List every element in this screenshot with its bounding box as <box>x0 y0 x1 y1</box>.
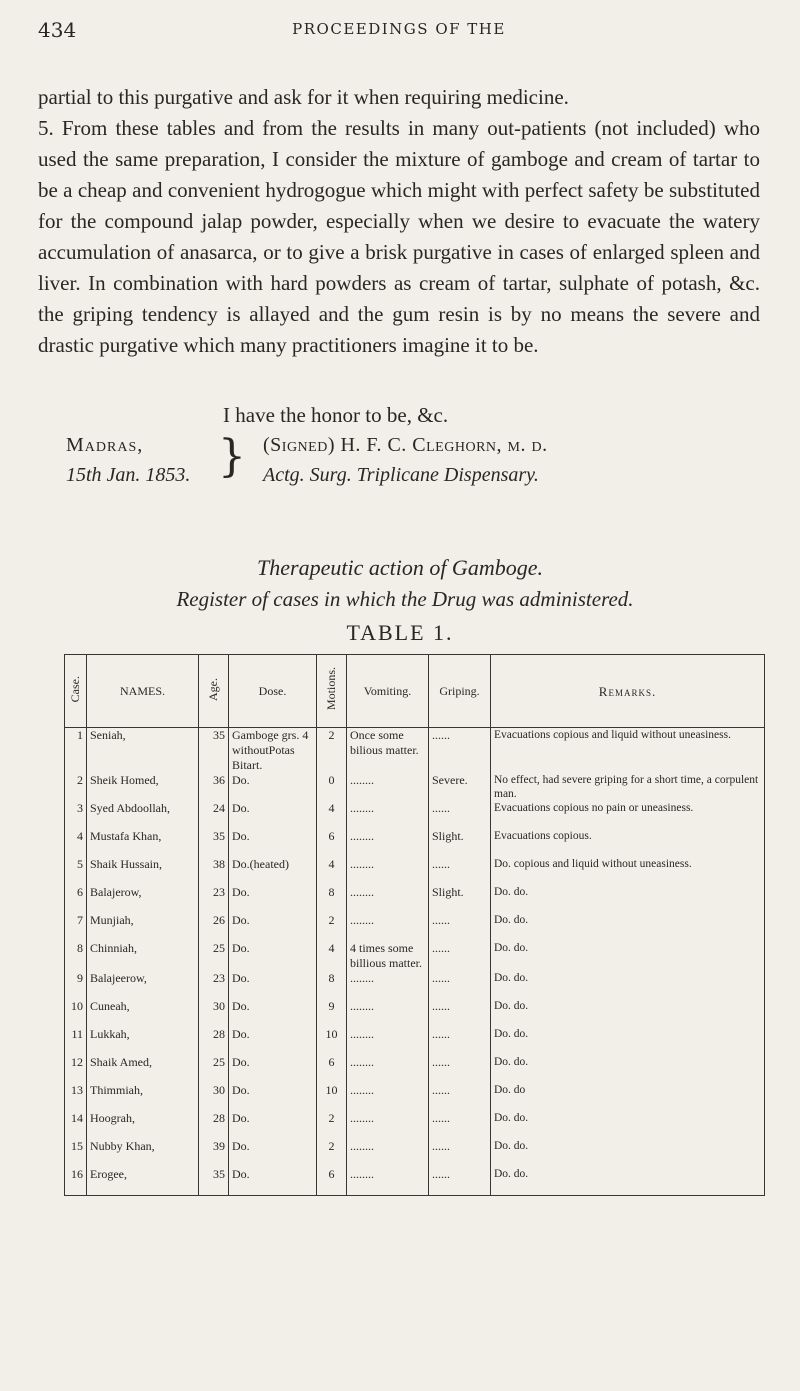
cell-name: Thimmiah, <box>87 1083 199 1111</box>
cell-vomiting: ........ <box>347 913 429 941</box>
register-table-wrapper <box>64 654 764 1181</box>
table-row <box>65 1167 765 1196</box>
table-row <box>65 857 765 885</box>
cell-vomiting: ........ <box>347 1139 429 1167</box>
cell-remarks: Do. copious and liquid without uneasiness. <box>491 857 765 885</box>
table-label: TABLE 1. <box>346 620 454 645</box>
cell-name: Chinniah, <box>87 941 199 971</box>
cell-remarks: Do. do. <box>491 1139 765 1167</box>
page-number: 434 <box>38 18 77 42</box>
cell-case: 16 <box>65 1167 87 1196</box>
table-row <box>65 1111 765 1139</box>
cell-age: 23 <box>199 885 229 913</box>
cell-motions: 4 <box>317 801 347 829</box>
table-row <box>65 913 765 941</box>
cell-dose: Do. <box>229 999 317 1027</box>
table-header-row <box>65 655 765 728</box>
col-header-case: Case. <box>65 655 87 728</box>
cell-remarks: Do. do. <box>491 1055 765 1083</box>
cell-griping: ...... <box>429 1139 491 1167</box>
cell-case: 8 <box>65 941 87 971</box>
cell-case: 3 <box>65 801 87 829</box>
col-header-vomiting: Vomiting. <box>347 655 429 728</box>
cell-dose: Do. <box>229 1167 317 1196</box>
cell-motions: 4 <box>317 857 347 885</box>
cell-name: Sheik Homed, <box>87 773 199 801</box>
cell-griping: ...... <box>429 971 491 999</box>
cell-age: 25 <box>199 941 229 971</box>
cell-dose: Do. <box>229 801 317 829</box>
cell-case: 5 <box>65 857 87 885</box>
cell-remarks: Evacuations copious no pain or uneasiness. <box>491 801 765 829</box>
cell-griping: ...... <box>429 913 491 941</box>
cell-motions: 2 <box>317 913 347 941</box>
cell-motions: 6 <box>317 1055 347 1083</box>
cell-griping: ...... <box>429 857 491 885</box>
cell-case: 2 <box>65 773 87 801</box>
cell-remarks: Do. do. <box>491 999 765 1027</box>
cell-vomiting: ........ <box>347 999 429 1027</box>
cell-dose: Do. <box>229 1055 317 1083</box>
cell-griping: Severe. <box>429 773 491 801</box>
table-row <box>65 1027 765 1055</box>
col-header-motions: Motions. <box>317 655 347 728</box>
cell-age: 30 <box>199 999 229 1027</box>
cell-age: 36 <box>199 773 229 801</box>
table-row <box>65 999 765 1027</box>
running-title: PROCEEDINGS OF THE <box>292 20 506 38</box>
cell-motions: 8 <box>317 885 347 913</box>
cell-motions: 6 <box>317 1167 347 1196</box>
table-row <box>65 941 765 971</box>
cell-age: 30 <box>199 1083 229 1111</box>
col-header-age: Age. <box>199 655 229 728</box>
cell-vomiting: ........ <box>347 801 429 829</box>
cell-griping: ...... <box>429 941 491 971</box>
cell-dose: Do. <box>229 941 317 971</box>
cell-dose: Do. <box>229 829 317 857</box>
table-row <box>65 1055 765 1083</box>
cell-remarks: Do. do. <box>491 1027 765 1055</box>
signature-block <box>38 430 760 494</box>
cell-age: 38 <box>199 857 229 885</box>
table-row <box>65 1083 765 1111</box>
cell-griping: ...... <box>429 801 491 829</box>
cell-remarks: Do. do <box>491 1083 765 1111</box>
cell-vomiting: ........ <box>347 1027 429 1055</box>
closing-block <box>38 400 760 494</box>
cell-vomiting: ........ <box>347 885 429 913</box>
cell-vomiting: ........ <box>347 773 429 801</box>
col-header-names: NAMES. <box>87 655 199 728</box>
cell-name: Seniah, <box>87 728 199 774</box>
cell-remarks: Do. do. <box>491 1111 765 1139</box>
table-row <box>65 773 765 801</box>
cell-dose: Do. <box>229 1111 317 1139</box>
section-subheading: Register of cases in which the Drug was administered. <box>176 587 634 611</box>
cell-age: 35 <box>199 1167 229 1196</box>
cell-name: Lukkah, <box>87 1027 199 1055</box>
cell-name: Shaik Amed, <box>87 1055 199 1083</box>
paragraph: 5. From these tables and from the results in many out-patients (not included) who used the same preparation, I consider the mixture of gamboge and cream of tartar to be a cheap and convenient hydrogogue which might with perfect safety be substituted for the compound jalap powder, especially when we desire to evacuate the watery accumulation of anasarca, or to give a brisk purgative in cases of enlarged spleen and liver. In combination with hard powders as cream of tartar, sulphate of potash, &c. the griping tendency is allayed and the gum resin is by no means the severe and drastic purgative which many practitioners imagine it to be. <box>38 116 760 357</box>
place-date <box>66 430 190 490</box>
cell-dose: Do. <box>229 1139 317 1167</box>
cell-motions: 2 <box>317 1139 347 1167</box>
cell-griping: ...... <box>429 1083 491 1111</box>
cell-age: 35 <box>199 829 229 857</box>
brace-icon: } <box>218 431 246 482</box>
cell-griping: ...... <box>429 999 491 1027</box>
col-header-remarks: Remarks. <box>491 655 765 728</box>
register-table <box>64 654 765 1196</box>
cell-dose: Do. <box>229 1027 317 1055</box>
paragraph: partial to this purgative and ask for it when requiring medicine. <box>38 85 569 109</box>
signed-name: (Signed) H. F. C. Cleghorn, m. d. <box>263 434 548 456</box>
cell-remarks: No effect, had severe griping for a short time, a corpulent man. <box>491 773 765 801</box>
table-body <box>65 728 765 1196</box>
signatory-position: Actg. Surg. Triplicane Dispensary. <box>263 464 539 486</box>
cell-age: 35 <box>199 728 229 774</box>
cell-motions: 9 <box>317 999 347 1027</box>
cell-motions: 4 <box>317 941 347 971</box>
cell-age: 24 <box>199 801 229 829</box>
cell-age: 26 <box>199 913 229 941</box>
cell-vomiting: ........ <box>347 829 429 857</box>
cell-remarks: Evacuations copious. <box>491 829 765 857</box>
cell-name: Hoograh, <box>87 1111 199 1139</box>
cell-griping: ...... <box>429 1111 491 1139</box>
cell-griping: Slight. <box>429 829 491 857</box>
table-row <box>65 829 765 857</box>
cell-age: 28 <box>199 1111 229 1139</box>
cell-griping: Slight. <box>429 885 491 913</box>
cell-griping: ...... <box>429 1055 491 1083</box>
cell-case: 12 <box>65 1055 87 1083</box>
cell-name: Balajerow, <box>87 885 199 913</box>
cell-name: Balajeerow, <box>87 971 199 999</box>
cell-vomiting: ........ <box>347 1111 429 1139</box>
cell-vomiting: ........ <box>347 857 429 885</box>
cell-case: 7 <box>65 913 87 941</box>
cell-case: 13 <box>65 1083 87 1111</box>
cell-name: Munjiah, <box>87 913 199 941</box>
cell-age: 25 <box>199 1055 229 1083</box>
cell-dose: Do. <box>229 885 317 913</box>
section-heading: Therapeutic action of Gamboge. <box>257 555 543 580</box>
cell-dose: Do. <box>229 913 317 941</box>
cell-dose: Do. <box>229 773 317 801</box>
cell-age: 39 <box>199 1139 229 1167</box>
cell-vomiting: Once some bilious matter. <box>347 728 429 774</box>
cell-vomiting: ........ <box>347 971 429 999</box>
cell-name: Mustafa Khan, <box>87 829 199 857</box>
cell-dose: Do. <box>229 1083 317 1111</box>
cell-remarks: Do. do. <box>491 913 765 941</box>
cell-name: Erogee, <box>87 1167 199 1196</box>
table-row <box>65 971 765 999</box>
closing-salutation: I have the honor to be, &c. <box>223 403 449 427</box>
cell-vomiting: ........ <box>347 1055 429 1083</box>
table-row <box>65 801 765 829</box>
body-text <box>38 82 760 361</box>
cell-dose: Do.(heated) <box>229 857 317 885</box>
cell-name: Cuneah, <box>87 999 199 1027</box>
cell-remarks: Do. do. <box>491 971 765 999</box>
cell-motions: 2 <box>317 728 347 774</box>
col-header-griping: Griping. <box>429 655 491 728</box>
cell-motions: 8 <box>317 971 347 999</box>
date: 15th Jan. 1853. <box>66 464 191 486</box>
cell-motions: 10 <box>317 1083 347 1111</box>
table-row <box>65 728 765 774</box>
cell-age: 23 <box>199 971 229 999</box>
cell-griping: ...... <box>429 1027 491 1055</box>
cell-case: 11 <box>65 1027 87 1055</box>
cell-name: Shaik Hussain, <box>87 857 199 885</box>
cell-griping: ...... <box>429 1167 491 1196</box>
cell-vomiting: ........ <box>347 1083 429 1111</box>
cell-motions: 0 <box>317 773 347 801</box>
cell-case: 4 <box>65 829 87 857</box>
col-header-dose: Dose. <box>229 655 317 728</box>
cell-name: Syed Abdoollah, <box>87 801 199 829</box>
cell-vomiting: ........ <box>347 1167 429 1196</box>
cell-vomiting: 4 times some billious matter. <box>347 941 429 971</box>
cell-griping: ...... <box>429 728 491 774</box>
table-row <box>65 885 765 913</box>
cell-case: 15 <box>65 1139 87 1167</box>
cell-age: 28 <box>199 1027 229 1055</box>
cell-name: Nubby Khan, <box>87 1139 199 1167</box>
cell-motions: 2 <box>317 1111 347 1139</box>
cell-remarks: Do. do. <box>491 1167 765 1196</box>
table-row <box>65 1139 765 1167</box>
cell-dose: Gamboge grs. 4 withoutPotas Bitart. <box>229 728 317 774</box>
cell-case: 14 <box>65 1111 87 1139</box>
page-header <box>38 18 760 48</box>
cell-dose: Do. <box>229 971 317 999</box>
signatory <box>263 430 548 490</box>
cell-motions: 6 <box>317 829 347 857</box>
place: Madras, <box>66 434 144 456</box>
cell-motions: 10 <box>317 1027 347 1055</box>
cell-remarks: Do. do. <box>491 941 765 971</box>
cell-case: 9 <box>65 971 87 999</box>
cell-case: 6 <box>65 885 87 913</box>
cell-case: 10 <box>65 999 87 1027</box>
cell-remarks: Do. do. <box>491 885 765 913</box>
table-titles <box>0 555 800 646</box>
cell-case: 1 <box>65 728 87 774</box>
cell-remarks: Evacuations copious and liquid without uneasiness. <box>491 728 765 774</box>
